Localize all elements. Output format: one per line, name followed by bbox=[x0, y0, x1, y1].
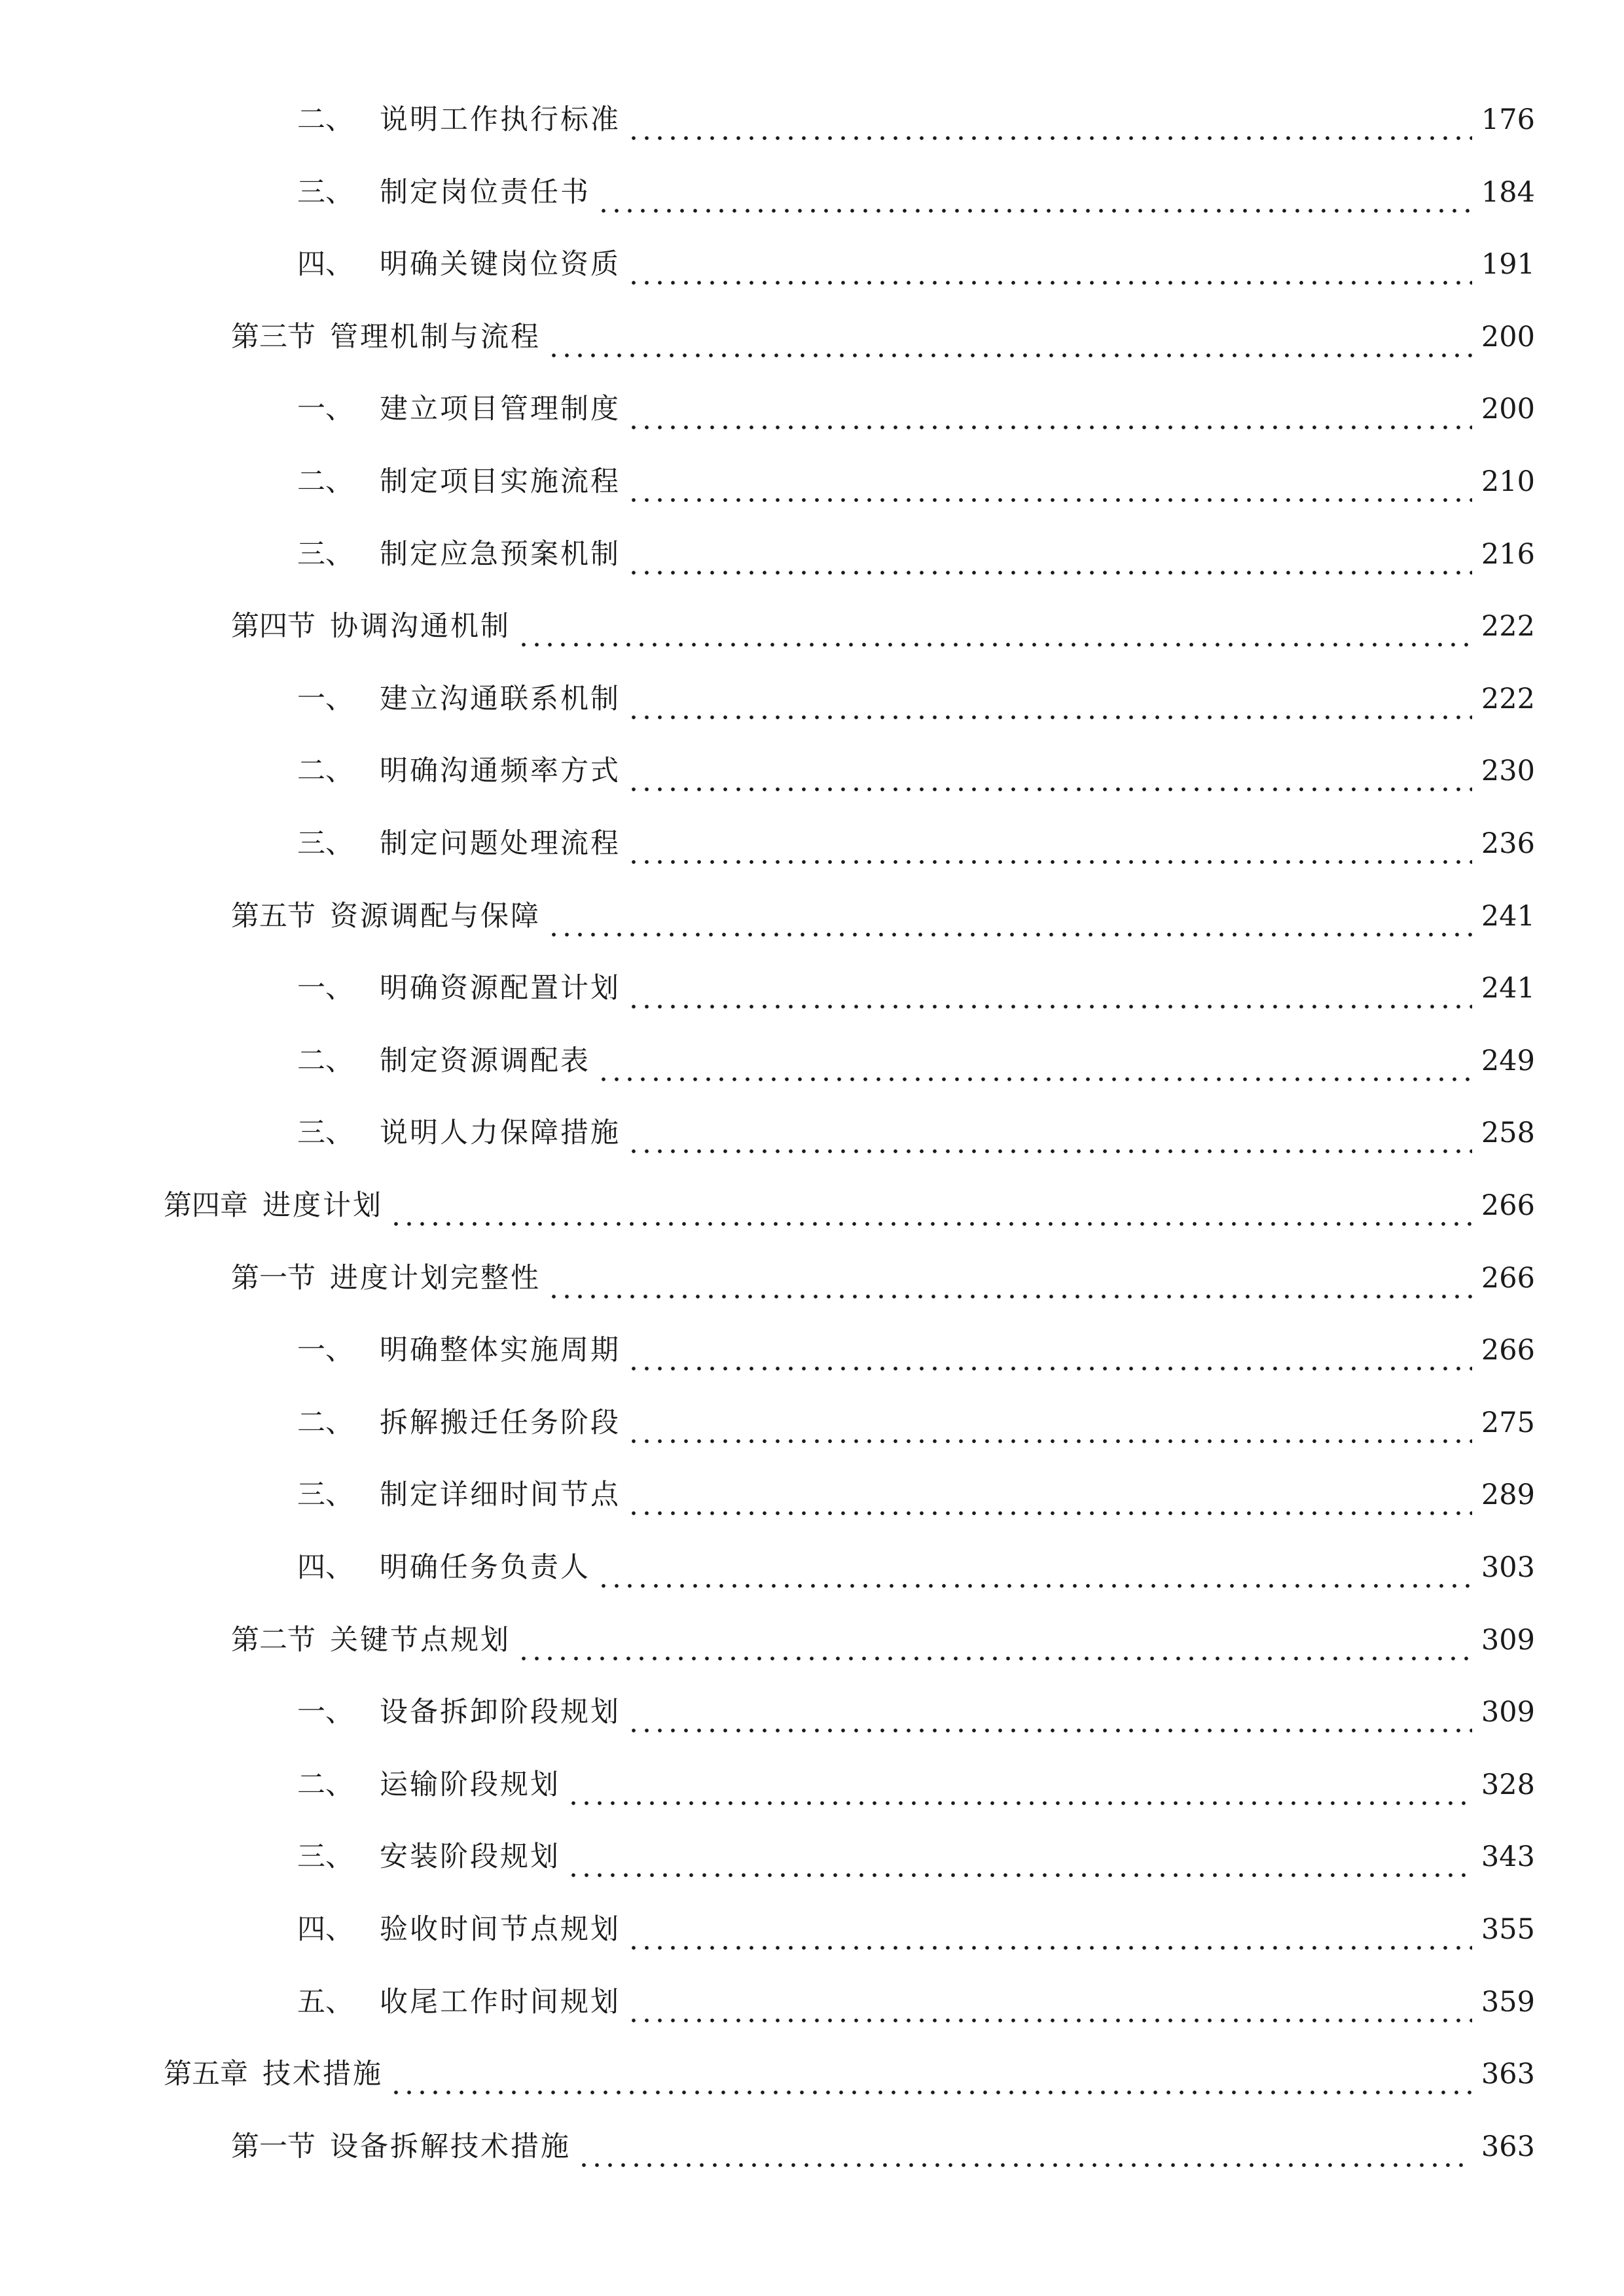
toc-entry-page-number: 184 bbox=[1481, 175, 1535, 209]
toc-entry-number: 第四章 bbox=[164, 1189, 248, 1222]
toc-dot-leader bbox=[627, 94, 1472, 146]
toc-entry-number: 三、 bbox=[297, 537, 353, 571]
toc-entry-title: 技术措施 bbox=[262, 2058, 383, 2091]
toc-entry-page-number: 363 bbox=[1481, 2058, 1535, 2091]
toc-dot-leader bbox=[627, 1324, 1472, 1376]
toc-entry-number: 三、 bbox=[297, 1117, 353, 1150]
toc-dot-leader bbox=[627, 673, 1472, 725]
toc-entry-page-number: 230 bbox=[1481, 755, 1535, 788]
toc-entry-number: 三、 bbox=[297, 175, 353, 209]
toc-dot-leader bbox=[547, 311, 1472, 363]
toc-entry-number: 二、 bbox=[297, 1044, 353, 1077]
toc-entry-title: 收尾工作时间规划 bbox=[380, 1985, 621, 2018]
toc-entry-number: 三、 bbox=[297, 1840, 353, 1874]
toc-entry-page-number: 309 bbox=[1481, 1696, 1535, 1729]
toc-entry-number: 一、 bbox=[297, 393, 353, 426]
toc-entry-title: 设备拆卸阶段规划 bbox=[380, 1696, 621, 1729]
toc-dot-leader bbox=[389, 1179, 1472, 1232]
toc-entry-page-number: 266 bbox=[1481, 1261, 1535, 1295]
toc-entry-page-number: 343 bbox=[1481, 1840, 1535, 1874]
toc-entry-number: 第五节 bbox=[231, 899, 316, 933]
toc-entry-page-number: 289 bbox=[1481, 1479, 1535, 1512]
toc-entry-title: 制定问题处理流程 bbox=[380, 827, 621, 860]
toc-entry[interactable] bbox=[297, 94, 1535, 146]
toc-dot-leader bbox=[597, 1541, 1472, 1594]
toc-entry-number: 一、 bbox=[297, 682, 353, 715]
toc-entry-page-number: 266 bbox=[1481, 1334, 1535, 1367]
toc-entry-title: 协调沟通机制 bbox=[330, 610, 511, 643]
toc-entry-number: 四、 bbox=[297, 248, 353, 281]
toc-entry[interactable] bbox=[297, 962, 1535, 1014]
toc-entry-title: 资源调配与保障 bbox=[330, 899, 541, 933]
toc-dot-leader bbox=[627, 1107, 1472, 1159]
toc-entry-page-number: 355 bbox=[1481, 1913, 1535, 1946]
toc-entry-number: 三、 bbox=[297, 1479, 353, 1512]
toc-entry[interactable] bbox=[297, 1759, 1535, 1811]
toc-entry[interactable] bbox=[297, 1976, 1535, 2028]
toc-dot-leader bbox=[389, 2048, 1472, 2100]
toc-dot-leader bbox=[627, 1397, 1472, 1449]
toc-entry[interactable] bbox=[297, 745, 1535, 797]
toc-entry-page-number: 200 bbox=[1481, 393, 1535, 426]
toc-dot-leader bbox=[517, 1614, 1472, 1666]
toc-entry-number: 第二节 bbox=[231, 1623, 316, 1657]
toc-entry-number: 二、 bbox=[297, 1406, 353, 1439]
toc-entry-number: 一、 bbox=[297, 972, 353, 1005]
toc-entry-title: 制定项目实施流程 bbox=[380, 465, 621, 498]
toc-dot-leader bbox=[547, 1252, 1472, 1304]
toc-entry-page-number: 210 bbox=[1481, 465, 1535, 498]
toc-entry-number: 第四节 bbox=[231, 610, 316, 643]
toc-dot-leader bbox=[577, 2121, 1472, 2173]
toc-entry-title: 明确整体实施周期 bbox=[380, 1334, 621, 1367]
toc-entry-page-number: 275 bbox=[1481, 1406, 1535, 1439]
toc-entry[interactable] bbox=[231, 311, 1535, 363]
toc-entry[interactable] bbox=[297, 1397, 1535, 1449]
toc-entry[interactable] bbox=[297, 1903, 1535, 1956]
toc-dot-leader bbox=[627, 1903, 1472, 1956]
toc-entry-title: 运输阶段规划 bbox=[380, 1768, 560, 1801]
toc-entry[interactable] bbox=[164, 1179, 1535, 1232]
toc-entry-number: 二、 bbox=[297, 1768, 353, 1801]
toc-entry-page-number: 222 bbox=[1481, 610, 1535, 643]
toc-entry-number: 二、 bbox=[297, 755, 353, 788]
toc-entry-title: 制定详细时间节点 bbox=[380, 1479, 621, 1512]
toc-entry-number: 二、 bbox=[297, 103, 353, 136]
toc-entry-title: 进度计划 bbox=[262, 1189, 383, 1222]
toc-entry-page-number: 241 bbox=[1481, 972, 1535, 1005]
toc-entry[interactable] bbox=[297, 673, 1535, 725]
toc-entry[interactable] bbox=[297, 1107, 1535, 1159]
toc-dot-leader bbox=[627, 745, 1472, 797]
toc-entry[interactable] bbox=[297, 1469, 1535, 1521]
toc-entry-number: 二、 bbox=[297, 465, 353, 498]
toc-entry-page-number: 303 bbox=[1481, 1551, 1535, 1584]
toc-entry-title: 明确关键岗位资质 bbox=[380, 248, 621, 281]
toc-entry-page-number: 328 bbox=[1481, 1768, 1535, 1801]
toc-entry[interactable] bbox=[297, 1541, 1535, 1594]
toc-dot-leader bbox=[627, 962, 1472, 1014]
toc-entry-title: 说明工作执行标准 bbox=[380, 103, 621, 136]
toc-entry-title: 建立项目管理制度 bbox=[380, 393, 621, 426]
toc-entry[interactable] bbox=[297, 817, 1535, 870]
toc-entry-title: 制定资源调配表 bbox=[380, 1044, 590, 1077]
toc-entry-title: 明确资源配置计划 bbox=[380, 972, 621, 1005]
toc-dot-leader bbox=[567, 1759, 1472, 1811]
toc-entry-page-number: 359 bbox=[1481, 1985, 1535, 2018]
toc-dot-leader bbox=[597, 166, 1472, 219]
toc-entry-title: 拆解搬迁任务阶段 bbox=[380, 1406, 621, 1439]
toc-entry-title: 进度计划完整性 bbox=[330, 1261, 541, 1295]
toc-entry[interactable] bbox=[231, 1252, 1535, 1304]
toc-entry-page-number: 176 bbox=[1481, 103, 1535, 136]
toc-entry-title: 制定应急预案机制 bbox=[380, 537, 621, 571]
toc-entry-number: 第五章 bbox=[164, 2058, 248, 2091]
toc-dot-leader bbox=[627, 817, 1472, 870]
toc-entry-title: 管理机制与流程 bbox=[330, 320, 541, 353]
toc-entry-number: 第一节 bbox=[231, 1261, 316, 1295]
toc-entry-number: 三、 bbox=[297, 827, 353, 860]
toc-entry[interactable] bbox=[297, 1831, 1535, 1883]
toc-entry-title: 制定岗位责任书 bbox=[380, 175, 590, 209]
toc-dot-leader bbox=[627, 1976, 1472, 2028]
toc-entry-number: 四、 bbox=[297, 1551, 353, 1584]
toc-entry[interactable] bbox=[297, 528, 1535, 581]
toc-entry-title: 说明人力保障措施 bbox=[380, 1117, 621, 1150]
toc-entry-number: 一、 bbox=[297, 1334, 353, 1367]
toc-entry-title: 验收时间节点规划 bbox=[380, 1913, 621, 1946]
toc-entry-page-number: 236 bbox=[1481, 827, 1535, 860]
toc-entry-page-number: 222 bbox=[1481, 682, 1535, 715]
toc-dot-leader bbox=[627, 383, 1472, 435]
toc-entry[interactable] bbox=[297, 456, 1535, 508]
toc-dot-leader bbox=[517, 600, 1472, 653]
toc-dot-leader bbox=[627, 238, 1472, 291]
toc-entry-number: 第三节 bbox=[231, 320, 316, 353]
toc-entry-page-number: 249 bbox=[1481, 1044, 1535, 1077]
toc-entry[interactable] bbox=[231, 1614, 1535, 1666]
toc-entry-title: 明确任务负责人 bbox=[380, 1551, 590, 1584]
toc-entry-page-number: 216 bbox=[1481, 537, 1535, 571]
toc-entry-page-number: 200 bbox=[1481, 320, 1535, 353]
toc-entry-page-number: 191 bbox=[1481, 248, 1535, 281]
toc-entry-title: 安装阶段规划 bbox=[380, 1840, 560, 1874]
toc-entry-title: 建立沟通联系机制 bbox=[380, 682, 621, 715]
toc-entry[interactable] bbox=[297, 166, 1535, 219]
toc-entry-title: 关键节点规划 bbox=[330, 1623, 511, 1657]
toc-entry[interactable] bbox=[297, 1686, 1535, 1738]
toc-entry[interactable] bbox=[297, 1324, 1535, 1376]
toc-entry[interactable] bbox=[231, 600, 1535, 653]
toc-entry[interactable] bbox=[164, 2048, 1535, 2100]
toc-entry-page-number: 363 bbox=[1481, 2130, 1535, 2163]
toc-dot-leader bbox=[597, 1035, 1472, 1087]
toc-entry[interactable] bbox=[297, 238, 1535, 291]
toc-entry[interactable] bbox=[297, 383, 1535, 435]
toc-dot-leader bbox=[627, 1686, 1472, 1738]
toc-dot-leader bbox=[627, 528, 1472, 581]
toc-entry-number: 一、 bbox=[297, 1696, 353, 1729]
toc-entry[interactable] bbox=[231, 890, 1535, 942]
toc-dot-leader bbox=[567, 1831, 1472, 1883]
toc-entry-page-number: 241 bbox=[1481, 899, 1535, 933]
toc-entry-number: 五、 bbox=[297, 1985, 353, 2018]
toc-entry-page-number: 266 bbox=[1481, 1189, 1535, 1222]
toc-entry[interactable] bbox=[297, 1035, 1535, 1087]
toc-dot-leader bbox=[627, 1469, 1472, 1521]
toc-entry-page-number: 258 bbox=[1481, 1117, 1535, 1150]
toc-entry[interactable] bbox=[231, 2121, 1535, 2173]
toc-dot-leader bbox=[627, 456, 1472, 508]
toc-entry-title: 设备拆解技术措施 bbox=[330, 2130, 571, 2163]
toc-entry-title: 明确沟通频率方式 bbox=[380, 755, 621, 788]
toc-entry-page-number: 309 bbox=[1481, 1623, 1535, 1657]
toc-dot-leader bbox=[547, 890, 1472, 942]
toc-entry-number: 四、 bbox=[297, 1913, 353, 1946]
toc-entry-number: 第一节 bbox=[231, 2130, 316, 2163]
